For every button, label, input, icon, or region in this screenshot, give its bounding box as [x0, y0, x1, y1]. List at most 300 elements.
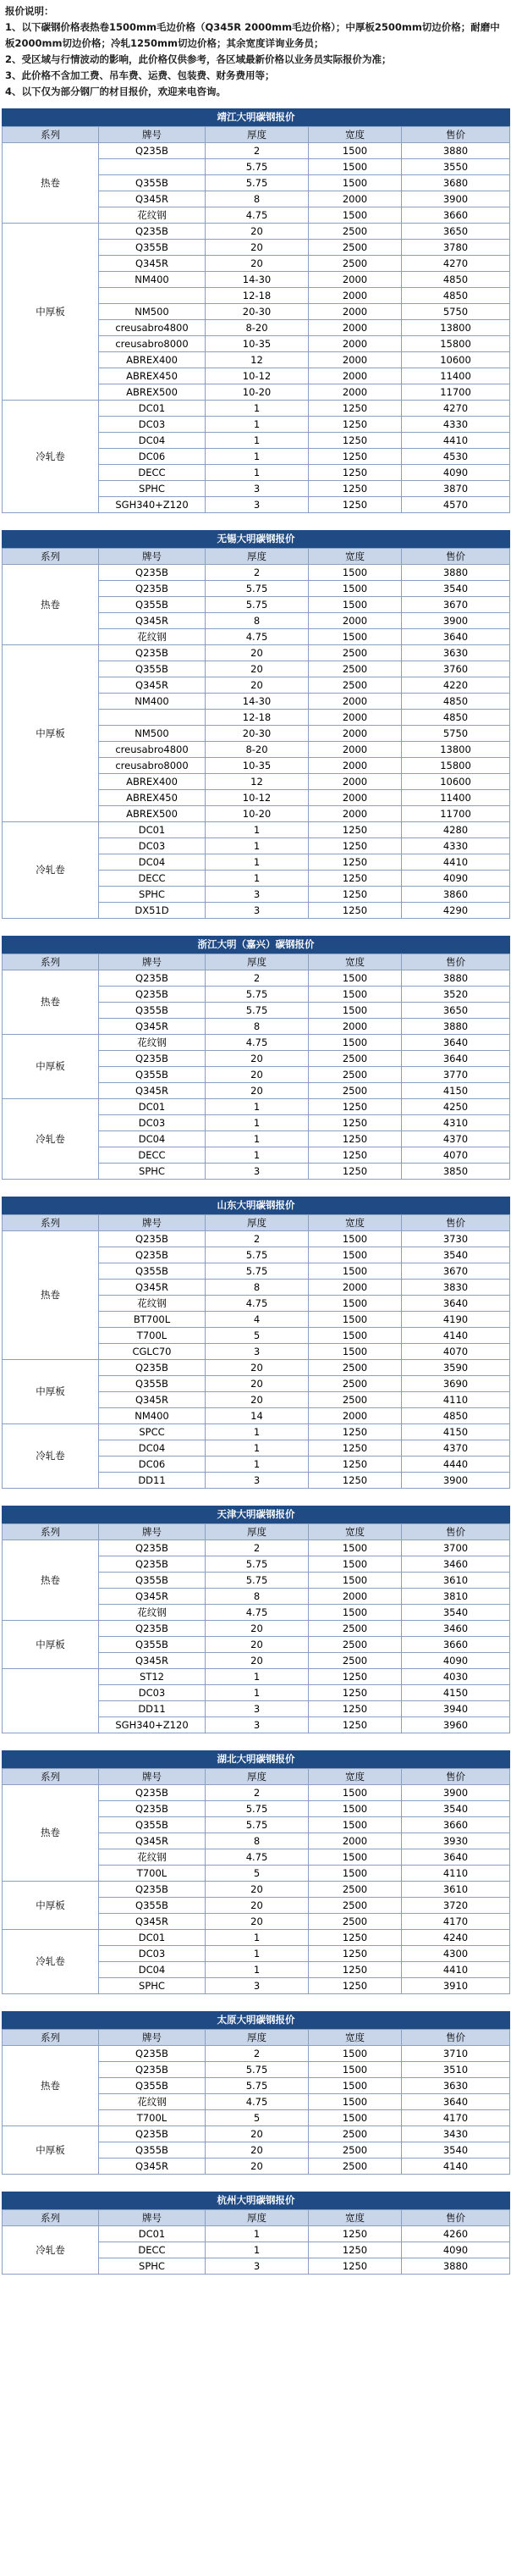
price-cell: 4090 — [402, 871, 510, 887]
price-cell: 11700 — [402, 384, 510, 401]
brand-cell: DC03 — [99, 1115, 206, 1131]
width-cell: 2000 — [309, 710, 402, 726]
price-cell: 10600 — [402, 352, 510, 368]
thickness-cell: 12 — [206, 774, 309, 790]
thickness-cell: 1 — [206, 2226, 309, 2242]
price-cell: 4170 — [402, 2110, 510, 2126]
width-cell: 1500 — [309, 1556, 402, 1573]
thickness-cell: 2 — [206, 143, 309, 159]
price-cell: 3940 — [402, 1701, 510, 1717]
price-cell: 3960 — [402, 1717, 510, 1733]
series-cell: 热卷 — [3, 565, 99, 645]
price-cell: 4150 — [402, 1685, 510, 1701]
thickness-cell: 3 — [206, 1717, 309, 1733]
width-cell: 1250 — [309, 401, 402, 417]
brand-cell: Q235B — [99, 1540, 206, 1556]
width-cell: 1500 — [309, 159, 402, 175]
thickness-cell: 8 — [206, 191, 309, 207]
price-cell: 4530 — [402, 449, 510, 465]
price-cell: 3880 — [402, 143, 510, 159]
thickness-cell: 3 — [206, 1701, 309, 1717]
width-cell: 1500 — [309, 1344, 402, 1360]
column-header: 厚度 — [206, 2210, 309, 2226]
brand-cell: Q355B — [99, 175, 206, 191]
brand-cell: Q355B — [99, 240, 206, 256]
brand-cell — [99, 288, 206, 304]
width-cell: 2000 — [309, 384, 402, 401]
price-cell: 11400 — [402, 790, 510, 806]
table-row — [3, 1099, 510, 1115]
width-cell: 1250 — [309, 1440, 402, 1457]
column-header: 牌号 — [99, 954, 206, 970]
width-cell: 1500 — [309, 597, 402, 613]
price-cell: 3900 — [402, 1473, 510, 1489]
width-cell: 1250 — [309, 854, 402, 871]
price-cell: 4090 — [402, 2242, 510, 2258]
table-title: 天津大明碳钢报价 — [2, 1506, 510, 1523]
thickness-cell: 5 — [206, 2110, 309, 2126]
width-cell: 2000 — [309, 1408, 402, 1424]
brand-cell: Q235B — [99, 1231, 206, 1247]
thickness-cell: 20 — [206, 1083, 309, 1099]
price-cell: 3760 — [402, 661, 510, 677]
thickness-cell: 12-18 — [206, 710, 309, 726]
thickness-cell: 5.75 — [206, 597, 309, 613]
table-row — [3, 1231, 510, 1247]
series-cell: 冷轧卷 — [3, 401, 99, 513]
thickness-cell: 3 — [206, 903, 309, 919]
price-tables — [0, 108, 511, 2275]
width-cell: 1250 — [309, 1131, 402, 1147]
brand-cell: Q345R — [99, 1833, 206, 1849]
series-cell: 中厚板 — [3, 645, 99, 822]
column-header: 牌号 — [99, 2210, 206, 2226]
brand-cell: creusabro8000 — [99, 336, 206, 352]
brand-cell: SPCC — [99, 1424, 206, 1440]
width-cell: 2500 — [309, 677, 402, 694]
series-cell: 中厚板 — [3, 1035, 99, 1099]
price-cell: 3870 — [402, 481, 510, 497]
price-cell: 3630 — [402, 2078, 510, 2094]
thickness-cell: 4.75 — [206, 1035, 309, 1051]
column-header: 厚度 — [206, 1769, 309, 1785]
width-cell: 2500 — [309, 2159, 402, 2175]
thickness-cell: 20 — [206, 240, 309, 256]
table-row — [3, 224, 510, 240]
price-cell: 3830 — [402, 1280, 510, 1296]
price-cell: 4370 — [402, 1440, 510, 1457]
thickness-cell: 20 — [206, 1621, 309, 1637]
series-cell: 中厚板 — [3, 224, 99, 401]
price-cell: 4090 — [402, 1653, 510, 1669]
table-row — [3, 565, 510, 581]
brand-cell: Q235B — [99, 2062, 206, 2078]
width-cell: 1250 — [309, 2242, 402, 2258]
width-cell: 2000 — [309, 320, 402, 336]
width-cell: 2500 — [309, 2126, 402, 2142]
price-table-block — [0, 530, 511, 919]
width-cell: 2500 — [309, 661, 402, 677]
column-header: 系列 — [3, 1215, 99, 1231]
thickness-cell: 1 — [206, 1685, 309, 1701]
thickness-cell: 1 — [206, 465, 309, 481]
price-cell: 4850 — [402, 710, 510, 726]
price-cell: 3880 — [402, 2258, 510, 2275]
width-cell: 2500 — [309, 1083, 402, 1099]
price-cell: 3630 — [402, 645, 510, 661]
series-cell: 冷轧卷 — [3, 1424, 99, 1489]
price-table-block — [0, 108, 511, 513]
column-header: 厚度 — [206, 2030, 309, 2046]
thickness-cell: 1 — [206, 1115, 309, 1131]
brand-cell: Q355B — [99, 1898, 206, 1914]
brand-cell: Q345R — [99, 1392, 206, 1408]
column-header: 厚度 — [206, 549, 309, 565]
brand-cell: creusabro4800 — [99, 320, 206, 336]
width-cell: 1250 — [309, 1685, 402, 1701]
thickness-cell: 20 — [206, 1067, 309, 1083]
price-cell: 4170 — [402, 1914, 510, 1930]
price-table — [2, 1750, 510, 1994]
column-header: 厚度 — [206, 127, 309, 143]
price-table — [2, 2192, 510, 2275]
brand-cell: Q355B — [99, 1573, 206, 1589]
price-cell: 4110 — [402, 1392, 510, 1408]
table-title: 杭州大明碳钢报价 — [2, 2192, 510, 2209]
width-cell: 1250 — [309, 497, 402, 513]
thickness-cell: 1 — [206, 1440, 309, 1457]
thickness-cell: 1 — [206, 1669, 309, 1685]
width-cell: 1500 — [309, 581, 402, 597]
column-header: 售价 — [402, 2030, 510, 2046]
price-cell: 3640 — [402, 1051, 510, 1067]
thickness-cell: 1 — [206, 854, 309, 871]
width-cell: 1500 — [309, 2110, 402, 2126]
brand-cell: Q345R — [99, 677, 206, 694]
brand-cell: Q235B — [99, 1360, 206, 1376]
width-cell: 1500 — [309, 565, 402, 581]
price-cell: 3880 — [402, 970, 510, 987]
width-cell: 1250 — [309, 1717, 402, 1733]
thickness-cell: 5.75 — [206, 581, 309, 597]
price-cell: 4410 — [402, 854, 510, 871]
series-cell: 热卷 — [3, 2046, 99, 2126]
brand-cell: Q235B — [99, 1882, 206, 1898]
brand-cell: BT700L — [99, 1312, 206, 1328]
thickness-cell: 5.75 — [206, 159, 309, 175]
brand-cell: ABREX450 — [99, 790, 206, 806]
brand-cell: DC04 — [99, 433, 206, 449]
price-table-block — [0, 1197, 511, 1489]
price-cell: 4220 — [402, 677, 510, 694]
width-cell: 2000 — [309, 191, 402, 207]
brand-cell: DC01 — [99, 822, 206, 838]
column-header: 宽度 — [309, 1215, 402, 1231]
table-row — [3, 2126, 510, 2142]
series-cell: 中厚板 — [3, 2126, 99, 2175]
price-cell: 3610 — [402, 1882, 510, 1898]
price-cell: 5750 — [402, 726, 510, 742]
series-cell: 热卷 — [3, 1785, 99, 1882]
width-cell: 1500 — [309, 2062, 402, 2078]
price-cell: 3930 — [402, 1833, 510, 1849]
brand-cell: Q235B — [99, 1801, 206, 1817]
notes-line: 4、以下仅为部分钢厂的材目报价，欢迎来电咨询。 — [5, 86, 226, 97]
width-cell: 1500 — [309, 1605, 402, 1621]
price-cell: 3610 — [402, 1573, 510, 1589]
column-header: 售价 — [402, 1524, 510, 1540]
thickness-cell: 20 — [206, 1360, 309, 1376]
column-header: 售价 — [402, 127, 510, 143]
width-cell: 2000 — [309, 726, 402, 742]
width-cell: 1250 — [309, 1115, 402, 1131]
price-cell: 4330 — [402, 838, 510, 854]
brand-cell: T700L — [99, 2110, 206, 2126]
price-cell: 4310 — [402, 1115, 510, 1131]
price-cell: 4410 — [402, 1962, 510, 1978]
price-table-block — [0, 2192, 511, 2275]
thickness-cell: 14 — [206, 1408, 309, 1424]
brand-cell: ST12 — [99, 1669, 206, 1685]
column-header: 宽度 — [309, 2030, 402, 2046]
price-cell: 3430 — [402, 2126, 510, 2142]
table-row — [3, 1621, 510, 1637]
notes-line: 3、此价格不含加工费、吊车费、运费、包装费、财务费用等； — [5, 69, 275, 81]
thickness-cell: 1 — [206, 1930, 309, 1946]
width-cell: 1500 — [309, 1817, 402, 1833]
table-header-row — [3, 1524, 510, 1540]
thickness-cell: 4.75 — [206, 207, 309, 224]
price-cell: 4330 — [402, 417, 510, 433]
brand-cell: 花纹钢 — [99, 207, 206, 224]
price-cell: 3880 — [402, 1019, 510, 1035]
thickness-cell: 1 — [206, 838, 309, 854]
price-cell: 3540 — [402, 1605, 510, 1621]
brand-cell: SPHC — [99, 481, 206, 497]
width-cell: 1500 — [309, 2078, 402, 2094]
width-cell: 2000 — [309, 742, 402, 758]
price-cell: 3780 — [402, 240, 510, 256]
width-cell: 1250 — [309, 903, 402, 919]
table-row — [3, 143, 510, 159]
brand-cell: creusabro4800 — [99, 742, 206, 758]
price-table — [2, 1197, 510, 1489]
price-cell: 3860 — [402, 887, 510, 903]
brand-cell — [99, 710, 206, 726]
table-row — [3, 401, 510, 417]
table-title: 靖江大明碳钢报价 — [2, 108, 510, 126]
thickness-cell: 20 — [206, 1051, 309, 1067]
thickness-cell: 3 — [206, 2258, 309, 2275]
table-title: 湖北大明碳钢报价 — [2, 1750, 510, 1768]
price-cell: 4260 — [402, 2226, 510, 2242]
width-cell: 2500 — [309, 1621, 402, 1637]
thickness-cell: 20 — [206, 1898, 309, 1914]
width-cell: 2500 — [309, 2142, 402, 2159]
thickness-cell: 1 — [206, 1962, 309, 1978]
thickness-cell: 2 — [206, 970, 309, 987]
thickness-cell: 2 — [206, 1231, 309, 1247]
brand-cell: DX51D — [99, 903, 206, 919]
table-row — [3, 2226, 510, 2242]
price-cell: 3650 — [402, 1003, 510, 1019]
thickness-cell: 8-20 — [206, 320, 309, 336]
series-cell: 冷轧卷 — [3, 2226, 99, 2275]
table-header-row — [3, 2030, 510, 2046]
thickness-cell: 4.75 — [206, 1849, 309, 1866]
thickness-cell: 8 — [206, 1833, 309, 1849]
price-cell: 3640 — [402, 2094, 510, 2110]
price-cell: 3510 — [402, 2062, 510, 2078]
width-cell: 1500 — [309, 1312, 402, 1328]
price-cell: 4850 — [402, 1408, 510, 1424]
brand-cell: DC03 — [99, 1685, 206, 1701]
thickness-cell: 20 — [206, 224, 309, 240]
thickness-cell: 5.75 — [206, 1573, 309, 1589]
table-header-row — [3, 127, 510, 143]
brand-cell: 花纹钢 — [99, 629, 206, 645]
width-cell: 1250 — [309, 1099, 402, 1115]
width-cell: 1250 — [309, 871, 402, 887]
brand-cell: 花纹钢 — [99, 1849, 206, 1866]
series-cell: 冷轧卷 — [3, 822, 99, 919]
brand-cell: SGH340+Z120 — [99, 497, 206, 513]
table-header-row — [3, 2210, 510, 2226]
price-cell: 4850 — [402, 694, 510, 710]
thickness-cell: 14-30 — [206, 694, 309, 710]
brand-cell: Q235B — [99, 581, 206, 597]
series-cell: 热卷 — [3, 143, 99, 224]
price-table — [2, 936, 510, 1180]
thickness-cell: 20-30 — [206, 304, 309, 320]
brand-cell: Q345R — [99, 613, 206, 629]
width-cell: 2000 — [309, 613, 402, 629]
width-cell: 2000 — [309, 352, 402, 368]
column-header: 牌号 — [99, 1524, 206, 1540]
column-header: 宽度 — [309, 954, 402, 970]
thickness-cell: 20 — [206, 1392, 309, 1408]
column-header: 宽度 — [309, 1524, 402, 1540]
width-cell: 1500 — [309, 2046, 402, 2062]
brand-cell: Q345R — [99, 191, 206, 207]
brand-cell: DC06 — [99, 1457, 206, 1473]
price-table-block — [0, 1506, 511, 1733]
brand-cell — [99, 159, 206, 175]
width-cell: 1250 — [309, 433, 402, 449]
brand-cell: Q355B — [99, 1637, 206, 1653]
brand-cell: DD11 — [99, 1701, 206, 1717]
width-cell: 2000 — [309, 288, 402, 304]
series-cell: 热卷 — [3, 1231, 99, 1360]
width-cell: 2500 — [309, 1376, 402, 1392]
price-table-block — [0, 936, 511, 1180]
width-cell: 1500 — [309, 1849, 402, 1866]
thickness-cell: 20 — [206, 661, 309, 677]
brand-cell: Q235B — [99, 2126, 206, 2142]
price-cell: 11400 — [402, 368, 510, 384]
brand-cell: Q235B — [99, 970, 206, 987]
table-row — [3, 1035, 510, 1051]
width-cell: 1500 — [309, 1328, 402, 1344]
price-table-block — [0, 1750, 511, 1994]
thickness-cell: 3 — [206, 1344, 309, 1360]
column-header: 售价 — [402, 1215, 510, 1231]
thickness-cell: 3 — [206, 1978, 309, 1994]
thickness-cell: 10-35 — [206, 758, 309, 774]
thickness-cell: 1 — [206, 871, 309, 887]
width-cell: 1250 — [309, 1962, 402, 1978]
notes-line: 1、以下碳钢价格表热卷1500mm毛边价格（Q345R 2000mm毛边价格）；中厚板2500mm切边价格；耐磨中板2000mm切边价格；冷轧1250mm切边价格；其余宽度详询业务员； — [5, 21, 500, 49]
column-header: 宽度 — [309, 2210, 402, 2226]
brand-cell: Q345R — [99, 1019, 206, 1035]
price-table — [2, 530, 510, 919]
thickness-cell: 5.75 — [206, 1556, 309, 1573]
width-cell: 1250 — [309, 1978, 402, 1994]
price-cell: 3900 — [402, 1785, 510, 1801]
thickness-cell: 20 — [206, 645, 309, 661]
brand-cell: T700L — [99, 1866, 206, 1882]
column-header: 售价 — [402, 954, 510, 970]
brand-cell: T700L — [99, 1328, 206, 1344]
price-cell: 4110 — [402, 1866, 510, 1882]
width-cell: 1250 — [309, 1669, 402, 1685]
thickness-cell: 20 — [206, 2126, 309, 2142]
table-header-row — [3, 954, 510, 970]
brand-cell: Q235B — [99, 2046, 206, 2062]
price-cell: 4850 — [402, 272, 510, 288]
column-header: 牌号 — [99, 549, 206, 565]
table-header-row — [3, 1215, 510, 1231]
table-row — [3, 1669, 510, 1685]
width-cell: 1250 — [309, 1424, 402, 1440]
width-cell: 1250 — [309, 1701, 402, 1717]
brand-cell: Q235B — [99, 224, 206, 240]
width-cell: 1500 — [309, 629, 402, 645]
brand-cell: DC04 — [99, 1131, 206, 1147]
series-cell: 中厚板 — [3, 1621, 99, 1669]
price-cell: 3660 — [402, 1637, 510, 1653]
price-cell: 3730 — [402, 1231, 510, 1247]
width-cell: 1500 — [309, 1263, 402, 1280]
width-cell: 1500 — [309, 1801, 402, 1817]
width-cell: 1500 — [309, 1573, 402, 1589]
width-cell: 1500 — [309, 1866, 402, 1882]
thickness-cell: 8 — [206, 1589, 309, 1605]
width-cell: 1250 — [309, 465, 402, 481]
brand-cell: SPHC — [99, 1978, 206, 1994]
thickness-cell: 1 — [206, 1131, 309, 1147]
brand-cell: NM400 — [99, 694, 206, 710]
brand-cell: Q345R — [99, 1083, 206, 1099]
width-cell: 1500 — [309, 1540, 402, 1556]
table-row — [3, 2046, 510, 2062]
brand-cell: Q235B — [99, 1785, 206, 1801]
width-cell: 2000 — [309, 1833, 402, 1849]
width-cell: 2500 — [309, 1653, 402, 1669]
price-cell: 3540 — [402, 1801, 510, 1817]
thickness-cell: 1 — [206, 1457, 309, 1473]
brand-cell: DC01 — [99, 401, 206, 417]
thickness-cell: 8 — [206, 1280, 309, 1296]
brand-cell: SPHC — [99, 1164, 206, 1180]
thickness-cell: 1 — [206, 1424, 309, 1440]
price-cell: 3690 — [402, 1376, 510, 1392]
thickness-cell: 20 — [206, 256, 309, 272]
width-cell: 1500 — [309, 1035, 402, 1051]
brand-cell: 花纹钢 — [99, 1296, 206, 1312]
price-cell: 3670 — [402, 597, 510, 613]
width-cell: 2500 — [309, 224, 402, 240]
